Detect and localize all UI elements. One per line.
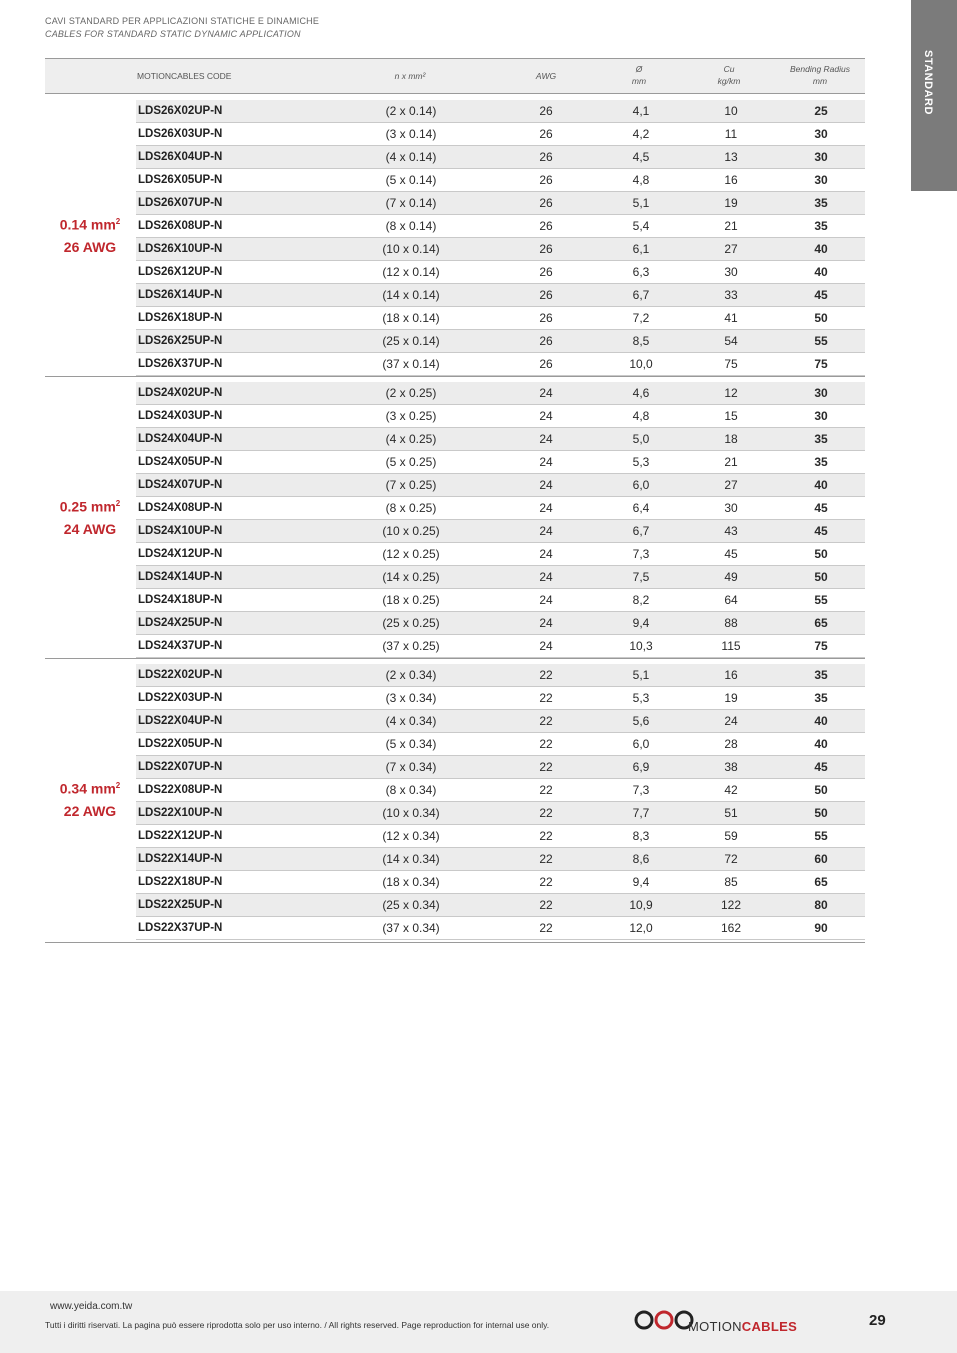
cell-awg: 24 xyxy=(539,639,553,653)
cell-cross-section: (25 x 0.25) xyxy=(382,616,440,630)
cell-copper-weight: 30 xyxy=(724,501,738,515)
cell-bending-radius: 65 xyxy=(814,875,828,889)
cell-diameter: 5,3 xyxy=(632,455,650,469)
cell-cross-section: (4 x 0.14) xyxy=(385,150,437,164)
group-label-awg: 24 AWG xyxy=(63,520,117,537)
cell-diameter: 5,6 xyxy=(632,714,650,728)
cell-copper-weight: 75 xyxy=(724,357,738,371)
table-row xyxy=(136,635,865,658)
cell-code: LDS24X10UP-N xyxy=(138,525,223,537)
table-row xyxy=(136,474,865,497)
cell-code: LDS24X03UP-N xyxy=(138,410,223,422)
table-row xyxy=(136,566,865,589)
cell-awg: 22 xyxy=(539,737,553,751)
cell-cross-section: (18 x 0.25) xyxy=(382,593,440,607)
table-row xyxy=(136,589,865,612)
cell-bending-radius: 40 xyxy=(814,714,828,728)
cell-diameter: 8,2 xyxy=(632,593,650,607)
cell-copper-weight: 43 xyxy=(724,524,738,538)
table-row xyxy=(136,261,865,284)
cell-bending-radius: 35 xyxy=(814,432,828,446)
cell-awg: 26 xyxy=(539,265,553,279)
cell-cross-section: (14 x 0.25) xyxy=(382,570,440,584)
cell-copper-weight: 64 xyxy=(724,593,738,607)
cell-cross-section: (10 x 0.34) xyxy=(382,806,440,820)
cell-code: LDS22X37UP-N xyxy=(138,922,223,934)
cell-bending-radius: 45 xyxy=(814,524,828,538)
table-row xyxy=(136,215,865,238)
cell-bending-radius: 50 xyxy=(814,311,828,325)
cell-diameter: 10,3 xyxy=(629,639,653,653)
cell-code: LDS22X07UP-N xyxy=(138,761,223,773)
cell-awg: 24 xyxy=(539,547,553,561)
cell-cross-section: (2 x 0.25) xyxy=(385,386,437,400)
cell-awg: 22 xyxy=(539,898,553,912)
cell-awg: 24 xyxy=(539,455,553,469)
cell-copper-weight: 10 xyxy=(724,104,738,118)
page-number: 29 xyxy=(869,1312,886,1329)
cell-copper-weight: 33 xyxy=(724,288,738,302)
cell-awg: 22 xyxy=(539,668,553,682)
cell-bending-radius: 45 xyxy=(814,760,828,774)
cell-cross-section: (4 x 0.25) xyxy=(385,432,437,446)
cable-group xyxy=(45,100,865,376)
table-row xyxy=(136,756,865,779)
logo-text-cables: CABLES xyxy=(741,1319,798,1334)
group-label-size xyxy=(45,775,135,800)
cell-awg: 22 xyxy=(539,714,553,728)
cell-copper-weight: 72 xyxy=(724,852,738,866)
group-label-size xyxy=(45,493,135,518)
cell-cross-section: (37 x 0.34) xyxy=(382,921,440,935)
table-row xyxy=(136,871,865,894)
cell-diameter: 6,7 xyxy=(632,288,650,302)
cell-diameter: 7,2 xyxy=(632,311,650,325)
cell-code: LDS22X25UP-N xyxy=(138,899,223,911)
cell-code: LDS24X18UP-N xyxy=(138,594,223,606)
column-header-diameter-symbol: Ø xyxy=(635,64,643,74)
cell-diameter: 9,4 xyxy=(632,875,650,889)
footer-url[interactable]: www.yeida.com.tw xyxy=(50,1301,133,1312)
cell-cross-section: (8 x 0.25) xyxy=(385,501,437,515)
cell-code: LDS26X37UP-N xyxy=(138,358,223,370)
cell-diameter: 7,3 xyxy=(632,783,650,797)
cell-copper-weight: 24 xyxy=(724,714,738,728)
cell-diameter: 5,4 xyxy=(632,219,650,233)
cell-awg: 22 xyxy=(539,875,553,889)
cell-copper-weight: 42 xyxy=(724,783,738,797)
cell-awg: 22 xyxy=(539,921,553,935)
cell-code: LDS24X04UP-N xyxy=(138,433,223,445)
cell-awg: 26 xyxy=(539,196,553,210)
cell-cross-section: (14 x 0.34) xyxy=(382,852,440,866)
cell-cross-section: (3 x 0.25) xyxy=(385,409,437,423)
table-row xyxy=(136,848,865,871)
cell-cross-section: (8 x 0.14) xyxy=(385,219,437,233)
cell-awg: 24 xyxy=(539,593,553,607)
cell-cross-section: (5 x 0.25) xyxy=(385,455,437,469)
cable-spec-table xyxy=(45,58,865,943)
cell-code: LDS22X05UP-N xyxy=(138,738,223,750)
cell-code: LDS26X14UP-N xyxy=(138,289,223,301)
cell-code: LDS26X08UP-N xyxy=(138,220,223,232)
cell-code: LDS24X37UP-N xyxy=(138,640,223,652)
cable-group xyxy=(45,664,865,940)
cell-bending-radius: 50 xyxy=(814,806,828,820)
cell-bending-radius: 35 xyxy=(814,196,828,210)
cell-cross-section: (5 x 0.14) xyxy=(385,173,437,187)
column-header-diameter xyxy=(615,63,663,87)
cell-cross-section: (10 x 0.25) xyxy=(382,524,440,538)
cable-group xyxy=(45,382,865,658)
column-header-code: MOTIONCABLES CODE xyxy=(137,71,232,81)
column-header-copper xyxy=(705,63,753,87)
cell-bending-radius: 90 xyxy=(814,921,828,935)
group-label-size-text: 0.25 mm xyxy=(59,498,116,515)
group-label-awg: 22 AWG xyxy=(63,802,117,819)
cell-code: LDS24X14UP-N xyxy=(138,571,223,583)
cell-bending-radius: 30 xyxy=(814,409,828,423)
cell-bending-radius: 60 xyxy=(814,852,828,866)
table-row xyxy=(136,687,865,710)
table-row xyxy=(136,497,865,520)
table-row xyxy=(136,192,865,215)
table-row xyxy=(136,123,865,146)
cell-diameter: 5,0 xyxy=(632,432,650,446)
cell-awg: 24 xyxy=(539,570,553,584)
cell-cross-section: (2 x 0.14) xyxy=(385,104,437,118)
cell-diameter: 4,6 xyxy=(632,386,650,400)
cell-cross-section: (37 x 0.25) xyxy=(382,639,440,653)
cell-diameter: 10,9 xyxy=(629,898,653,912)
cell-cross-section: (12 x 0.34) xyxy=(382,829,440,843)
group-label xyxy=(45,775,135,822)
cell-bending-radius: 55 xyxy=(814,593,828,607)
table-row xyxy=(136,802,865,825)
column-header-bending-radius-label: Bending Radius xyxy=(789,64,850,74)
cell-copper-weight: 88 xyxy=(724,616,738,630)
footer-logo-text xyxy=(688,1319,797,1334)
cell-awg: 26 xyxy=(539,127,553,141)
cell-bending-radius: 40 xyxy=(814,242,828,256)
cell-diameter: 12,0 xyxy=(629,921,653,935)
cell-code: LDS24X12UP-N xyxy=(138,548,223,560)
cell-bending-radius: 50 xyxy=(814,547,828,561)
table-row xyxy=(136,710,865,733)
cell-bending-radius: 65 xyxy=(814,616,828,630)
cell-bending-radius: 40 xyxy=(814,478,828,492)
table-row xyxy=(136,382,865,405)
cell-bending-radius: 30 xyxy=(814,173,828,187)
cell-copper-weight: 21 xyxy=(724,455,738,469)
cell-code: LDS22X02UP-N xyxy=(138,669,223,681)
cell-code: LDS24X05UP-N xyxy=(138,456,223,468)
page-footer xyxy=(0,1291,957,1353)
table-end-line xyxy=(45,940,865,943)
cell-cross-section: (3 x 0.34) xyxy=(385,691,437,705)
cell-bending-radius: 75 xyxy=(814,639,828,653)
cell-code: LDS26X07UP-N xyxy=(138,197,223,209)
cell-cross-section: (25 x 0.14) xyxy=(382,334,440,348)
cell-copper-weight: 122 xyxy=(720,898,742,912)
column-header-bending-radius-unit: mm xyxy=(812,76,828,86)
column-header-awg: AWG xyxy=(535,71,557,81)
cell-diameter: 5,3 xyxy=(632,691,650,705)
cell-copper-weight: 49 xyxy=(724,570,738,584)
group-label-size-text: 0.14 mm xyxy=(59,216,116,233)
cell-code: LDS26X12UP-N xyxy=(138,266,223,278)
cell-copper-weight: 19 xyxy=(724,196,738,210)
cell-diameter: 4,5 xyxy=(632,150,650,164)
section-side-tab xyxy=(911,0,957,191)
cell-diameter: 7,7 xyxy=(632,806,650,820)
cell-awg: 26 xyxy=(539,288,553,302)
cell-diameter: 8,6 xyxy=(632,852,650,866)
cell-code: LDS26X10UP-N xyxy=(138,243,223,255)
cell-diameter: 7,5 xyxy=(632,570,650,584)
header-title-italian: CAVI STANDARD PER APPLICAZIONI STATICHE E DINAMICHE xyxy=(45,16,320,26)
table-row xyxy=(136,146,865,169)
page-header xyxy=(45,15,319,41)
table-row xyxy=(136,100,865,123)
column-header-copper-unit: kg/km xyxy=(717,76,741,86)
cell-copper-weight: 19 xyxy=(724,691,738,705)
cell-awg: 26 xyxy=(539,311,553,325)
cell-awg: 26 xyxy=(539,219,553,233)
cell-bending-radius: 25 xyxy=(814,104,828,118)
side-tab-label: STANDARD xyxy=(922,50,934,115)
cell-cross-section: (8 x 0.34) xyxy=(385,783,437,797)
table-row xyxy=(136,405,865,428)
cell-copper-weight: 162 xyxy=(720,921,742,935)
cell-copper-weight: 11 xyxy=(724,127,738,141)
cell-diameter: 6,0 xyxy=(632,478,650,492)
group-label-size-sup: 2 xyxy=(115,499,121,508)
cell-diameter: 4,2 xyxy=(632,127,650,141)
cell-code: LDS24X07UP-N xyxy=(138,479,223,491)
cell-diameter: 9,4 xyxy=(632,616,650,630)
table-row xyxy=(136,894,865,917)
cell-bending-radius: 35 xyxy=(814,455,828,469)
cell-diameter: 4,8 xyxy=(632,173,650,187)
cell-bending-radius: 50 xyxy=(814,783,828,797)
table-row xyxy=(136,825,865,848)
cell-awg: 26 xyxy=(539,150,553,164)
cell-bending-radius: 75 xyxy=(814,357,828,371)
table-row xyxy=(136,733,865,756)
cell-awg: 22 xyxy=(539,783,553,797)
cell-awg: 24 xyxy=(539,409,553,423)
column-header-cross-section: n x mm² xyxy=(394,71,426,81)
group-label xyxy=(45,493,135,540)
cell-copper-weight: 45 xyxy=(724,547,738,561)
cell-copper-weight: 28 xyxy=(724,737,738,751)
cell-awg: 24 xyxy=(539,524,553,538)
cell-bending-radius: 40 xyxy=(814,265,828,279)
footer-rights-notice: Tutti i diritti riservati. La pagina può essere riprodotta solo per uso interno. / All rights reserved. Page reproduction for internal use only. xyxy=(45,1320,550,1330)
cell-diameter: 6,9 xyxy=(632,760,650,774)
cell-copper-weight: 59 xyxy=(724,829,738,843)
group-label-size-sup: 2 xyxy=(115,781,121,790)
cell-awg: 22 xyxy=(539,760,553,774)
table-body xyxy=(45,94,865,943)
cell-copper-weight: 38 xyxy=(724,760,738,774)
cell-awg: 26 xyxy=(539,334,553,348)
cell-cross-section: (4 x 0.34) xyxy=(385,714,437,728)
cell-code: LDS22X14UP-N xyxy=(138,853,223,865)
cell-awg: 26 xyxy=(539,104,553,118)
cell-cross-section: (18 x 0.14) xyxy=(382,311,440,325)
table-row xyxy=(136,284,865,307)
table-row xyxy=(136,307,865,330)
cell-diameter: 8,3 xyxy=(632,829,650,843)
cell-awg: 22 xyxy=(539,852,553,866)
cell-code: LDS22X04UP-N xyxy=(138,715,223,727)
cell-bending-radius: 35 xyxy=(814,668,828,682)
table-row xyxy=(136,664,865,687)
cell-awg: 24 xyxy=(539,478,553,492)
cell-cross-section: (5 x 0.34) xyxy=(385,737,437,751)
cell-copper-weight: 16 xyxy=(724,173,738,187)
cell-bending-radius: 45 xyxy=(814,288,828,302)
cell-awg: 24 xyxy=(539,501,553,515)
cell-awg: 26 xyxy=(539,357,553,371)
cell-copper-weight: 13 xyxy=(724,150,738,164)
cell-bending-radius: 80 xyxy=(814,898,828,912)
table-row xyxy=(136,543,865,566)
table-row xyxy=(136,353,865,376)
cell-bending-radius: 35 xyxy=(814,691,828,705)
cell-cross-section: (7 x 0.34) xyxy=(385,760,437,774)
cell-diameter: 4,1 xyxy=(632,104,650,118)
cell-bending-radius: 30 xyxy=(814,150,828,164)
table-row xyxy=(136,330,865,353)
cell-code: LDS26X25UP-N xyxy=(138,335,223,347)
cell-code: LDS26X04UP-N xyxy=(138,151,223,163)
group-label-size xyxy=(45,211,135,236)
table-row xyxy=(136,238,865,261)
cell-cross-section: (7 x 0.14) xyxy=(385,196,437,210)
cell-cross-section: (25 x 0.34) xyxy=(382,898,440,912)
cell-copper-weight: 15 xyxy=(724,409,738,423)
table-row xyxy=(136,520,865,543)
cell-code: LDS26X03UP-N xyxy=(138,128,223,140)
cell-code: LDS26X18UP-N xyxy=(138,312,223,324)
cell-awg: 26 xyxy=(539,242,553,256)
cell-bending-radius: 30 xyxy=(814,127,828,141)
cell-bending-radius: 30 xyxy=(814,386,828,400)
cell-copper-weight: 18 xyxy=(724,432,738,446)
group-label xyxy=(45,211,135,258)
cell-awg: 26 xyxy=(539,173,553,187)
cell-copper-weight: 27 xyxy=(724,242,738,256)
cell-diameter: 7,3 xyxy=(632,547,650,561)
group-label-size-text: 0.34 mm xyxy=(59,780,116,797)
cell-code: LDS26X05UP-N xyxy=(138,174,223,186)
cell-code: LDS22X03UP-N xyxy=(138,692,223,704)
cell-awg: 22 xyxy=(539,691,553,705)
table-header xyxy=(45,58,865,94)
cell-copper-weight: 115 xyxy=(721,639,741,653)
cell-copper-weight: 30 xyxy=(724,265,738,279)
logo-text-motion: MOTION xyxy=(688,1319,742,1334)
cell-awg: 24 xyxy=(539,386,553,400)
column-header-bending-radius xyxy=(775,63,865,87)
cell-copper-weight: 54 xyxy=(724,334,738,348)
cell-awg: 24 xyxy=(539,616,553,630)
cell-awg: 22 xyxy=(539,829,553,843)
cell-code: LDS22X08UP-N xyxy=(138,784,223,796)
cell-bending-radius: 45 xyxy=(814,501,828,515)
cell-cross-section: (12 x 0.25) xyxy=(382,547,440,561)
column-header-copper-label: Cu xyxy=(723,64,735,74)
cell-diameter: 6,7 xyxy=(632,524,650,538)
cell-cross-section: (37 x 0.14) xyxy=(382,357,440,371)
cell-cross-section: (3 x 0.14) xyxy=(385,127,437,141)
cell-copper-weight: 16 xyxy=(724,668,738,682)
cell-copper-weight: 12 xyxy=(724,386,738,400)
cell-diameter: 10,0 xyxy=(629,357,653,371)
cell-diameter: 4,8 xyxy=(632,409,650,423)
cell-awg: 24 xyxy=(539,432,553,446)
table-row xyxy=(136,169,865,192)
cell-copper-weight: 51 xyxy=(724,806,738,820)
cell-code: LDS22X12UP-N xyxy=(138,830,223,842)
cell-diameter: 6,3 xyxy=(632,265,650,279)
column-header-diameter-unit: mm xyxy=(631,76,647,86)
cell-diameter: 5,1 xyxy=(632,668,650,682)
cell-code: LDS22X10UP-N xyxy=(138,807,223,819)
cell-copper-weight: 21 xyxy=(724,219,738,233)
cell-cross-section: (2 x 0.34) xyxy=(385,668,437,682)
table-row xyxy=(136,612,865,635)
cell-cross-section: (12 x 0.14) xyxy=(382,265,440,279)
cell-bending-radius: 55 xyxy=(814,829,828,843)
cell-diameter: 6,4 xyxy=(632,501,650,515)
cell-cross-section: (18 x 0.34) xyxy=(382,875,440,889)
cell-code: LDS26X02UP-N xyxy=(138,105,223,117)
cell-bending-radius: 55 xyxy=(814,334,828,348)
cell-bending-radius: 40 xyxy=(814,737,828,751)
cell-awg: 22 xyxy=(539,806,553,820)
cell-copper-weight: 27 xyxy=(724,478,738,492)
cell-diameter: 5,1 xyxy=(632,196,650,210)
table-row xyxy=(136,779,865,802)
cell-code: LDS22X18UP-N xyxy=(138,876,223,888)
cell-diameter: 6,1 xyxy=(632,242,650,256)
cell-code: LDS24X02UP-N xyxy=(138,387,223,399)
cell-cross-section: (7 x 0.25) xyxy=(385,478,437,492)
cell-copper-weight: 85 xyxy=(724,875,738,889)
cell-diameter: 8,5 xyxy=(632,334,650,348)
cell-copper-weight: 41 xyxy=(724,311,738,325)
table-row xyxy=(136,917,865,940)
table-row xyxy=(136,451,865,474)
group-label-awg: 26 AWG xyxy=(63,238,117,255)
group-label-size-sup: 2 xyxy=(115,217,121,226)
cell-code: LDS24X08UP-N xyxy=(138,502,223,514)
cell-code: LDS24X25UP-N xyxy=(138,617,223,629)
cell-bending-radius: 35 xyxy=(814,219,828,233)
cell-cross-section: (10 x 0.14) xyxy=(382,242,440,256)
cell-cross-section: (14 x 0.14) xyxy=(382,288,440,302)
cell-bending-radius: 50 xyxy=(814,570,828,584)
table-row xyxy=(136,428,865,451)
header-title-english: CABLES FOR STANDARD STATIC DYNAMIC APPLICATION xyxy=(45,29,301,39)
cell-diameter: 6,0 xyxy=(632,737,650,751)
